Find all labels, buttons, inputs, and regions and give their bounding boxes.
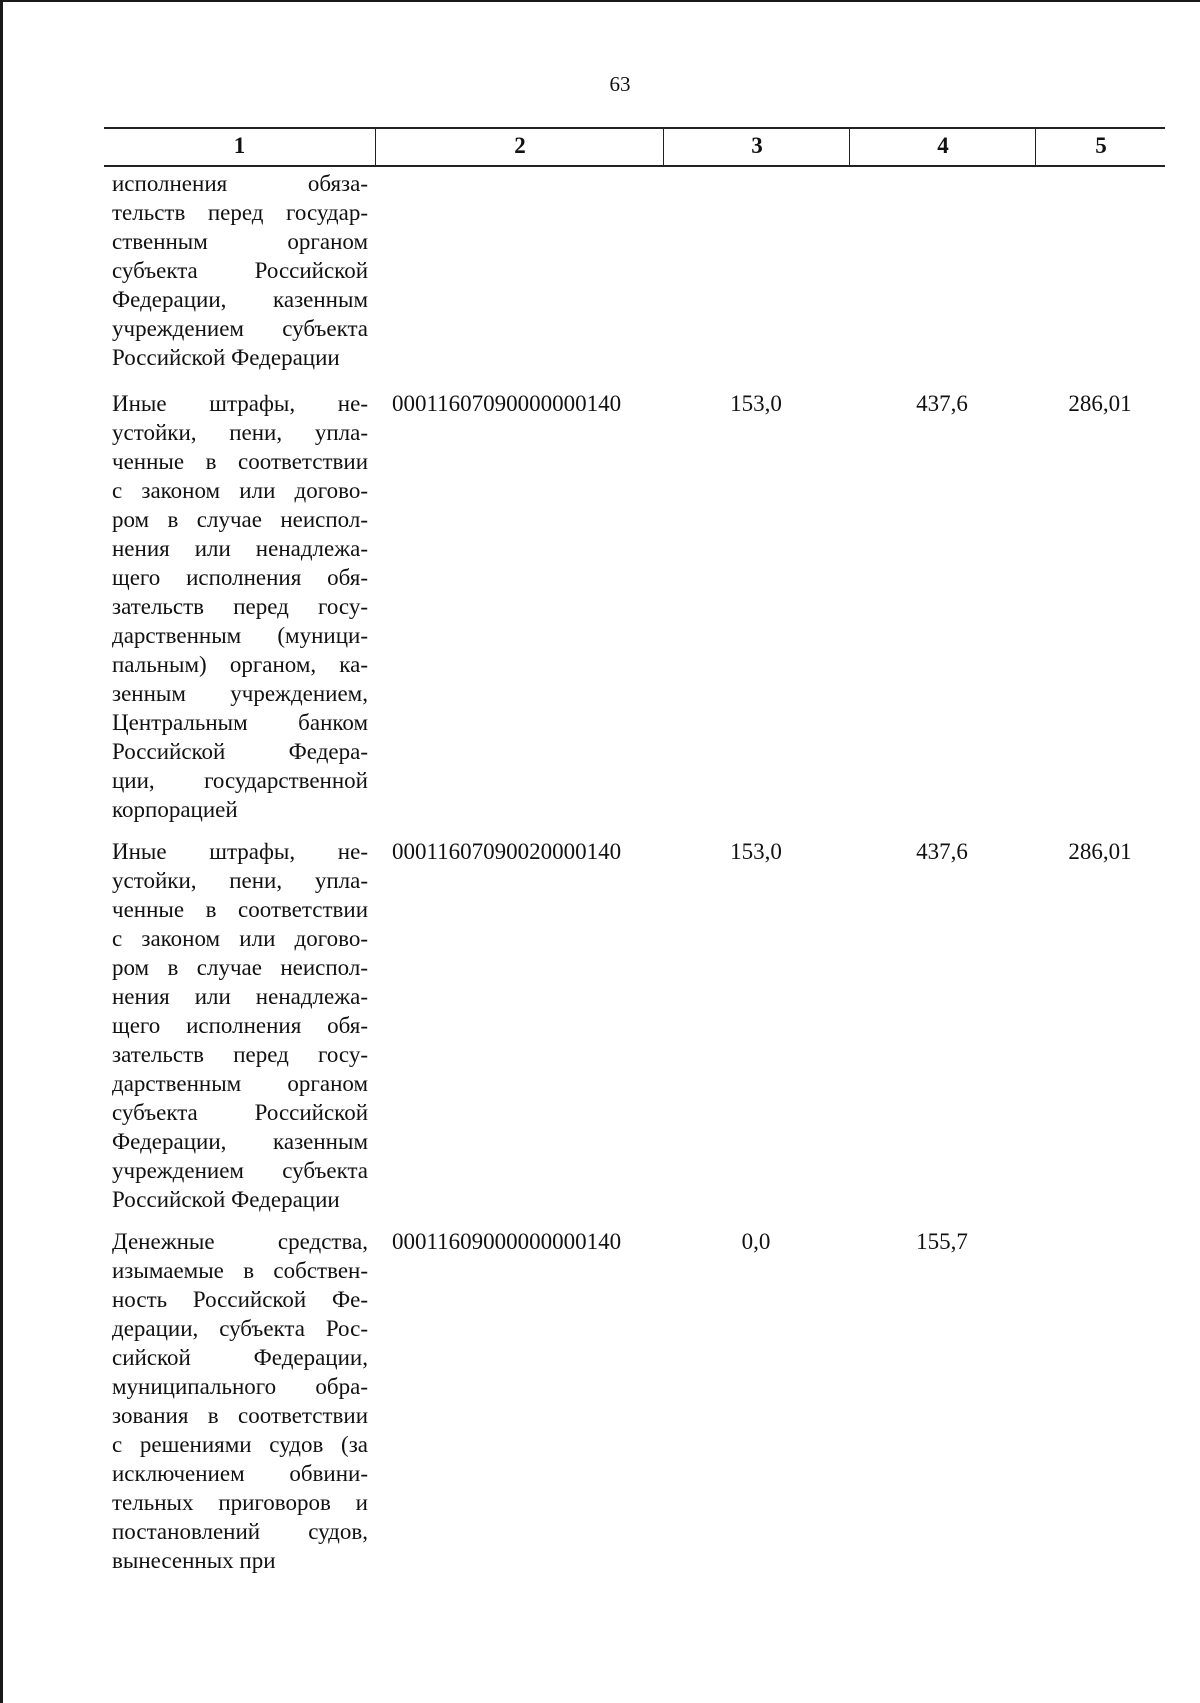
description-line: Федерации, казенным xyxy=(112,287,368,312)
description-line: дерации, субъекта Рос- xyxy=(112,1316,368,1341)
description-line: тельств перед государ- xyxy=(112,200,368,225)
header-col-2: 2 xyxy=(375,129,664,165)
header-col-4: 4 xyxy=(849,129,1036,165)
row-col-5-value: 286,01 xyxy=(1068,839,1132,864)
description-line: субъекта Российской xyxy=(112,1100,368,1125)
row-description xyxy=(112,1227,368,1575)
description-line: учреждением субъекта xyxy=(112,316,368,341)
description-line: нения или ненадлежа- xyxy=(112,536,368,561)
description-line: исполнения обяза- xyxy=(112,171,368,196)
scan-edge-left xyxy=(0,0,3,1703)
description-line: Иные штрафы, не- xyxy=(112,839,368,864)
row-code: 00011607090000000140 xyxy=(392,391,622,416)
description-line: муниципального обра- xyxy=(112,1374,368,1399)
row-col-3-value: 153,0 xyxy=(730,839,782,864)
description-line: дарственным (муници- xyxy=(112,623,368,648)
description-line: устойки, пени, упла- xyxy=(112,868,368,893)
row-description xyxy=(112,169,368,372)
description-line: корпорацией xyxy=(112,797,238,822)
page-number: 63 xyxy=(609,72,631,96)
description-line: постановлений судов, xyxy=(112,1519,368,1544)
description-line: тельных приговоров и xyxy=(112,1490,368,1515)
description-line: Российской Федерации xyxy=(112,1187,340,1212)
row-col-3-value: 0,0 xyxy=(741,1229,771,1254)
description-line: ность Российской Фе- xyxy=(112,1287,368,1312)
description-line: изымаемые в собствен- xyxy=(112,1258,368,1283)
description-line: сийской Федерации, xyxy=(112,1345,368,1370)
description-line: ченные в соответствии xyxy=(112,897,368,922)
table-header-row xyxy=(104,127,1165,167)
description-line: с законом или догово- xyxy=(112,926,368,951)
description-line: исключением обвини- xyxy=(112,1461,368,1486)
budget-table xyxy=(104,127,1165,1573)
description-line: ственным органом xyxy=(112,229,368,254)
description-line: зования в соответствии xyxy=(112,1403,368,1428)
description-line: ром в случае неиспол- xyxy=(112,507,368,532)
description-line: Российской Федера- xyxy=(112,739,368,764)
description-line: щего исполнения обя- xyxy=(112,1013,368,1038)
description-line: ции, государственной xyxy=(112,768,368,793)
description-line: субъекта Российской xyxy=(112,258,368,283)
description-line: Денежные средства, xyxy=(112,1229,368,1254)
row-description xyxy=(112,389,368,824)
description-line: ром в случае неиспол- xyxy=(112,955,368,980)
description-line: пальным) органом, ка- xyxy=(112,652,368,677)
row-col-3-value: 153,0 xyxy=(730,391,782,416)
row-col-4-value: 155,7 xyxy=(916,1229,968,1254)
scan-edge-top xyxy=(0,0,1200,2)
description-line: с законом или догово- xyxy=(112,478,368,503)
header-col-1: 1 xyxy=(233,133,246,158)
description-line: ченные в соответствии xyxy=(112,449,368,474)
header-col-5: 5 xyxy=(1035,129,1166,165)
description-line: вынесенных при xyxy=(112,1548,276,1573)
description-line: зательств перед госу- xyxy=(112,594,368,619)
header-col-3: 3 xyxy=(663,129,850,165)
row-code: 00011609000000000140 xyxy=(392,1229,622,1254)
description-line: зенным учреждением, xyxy=(112,681,368,706)
description-line: дарственным органом xyxy=(112,1071,368,1096)
description-line: зательств перед госу- xyxy=(112,1042,368,1067)
description-line: учреждением субъекта xyxy=(112,1158,368,1183)
description-line: устойки, пени, упла- xyxy=(112,420,368,445)
row-col-4-value: 437,6 xyxy=(916,839,968,864)
row-description xyxy=(112,837,368,1214)
description-line: с решениями судов (за xyxy=(112,1432,368,1457)
description-line: Российской Федерации xyxy=(112,345,340,370)
row-col-5-value: 286,01 xyxy=(1068,391,1132,416)
description-line: Иные штрафы, не- xyxy=(112,391,368,416)
description-line: нения или ненадлежа- xyxy=(112,984,368,1009)
description-line: Центральным банком xyxy=(112,710,368,735)
description-line: щего исполнения обя- xyxy=(112,565,368,590)
description-line: Федерации, казенным xyxy=(112,1129,368,1154)
row-col-4-value: 437,6 xyxy=(916,391,968,416)
row-code: 00011607090020000140 xyxy=(392,839,622,864)
